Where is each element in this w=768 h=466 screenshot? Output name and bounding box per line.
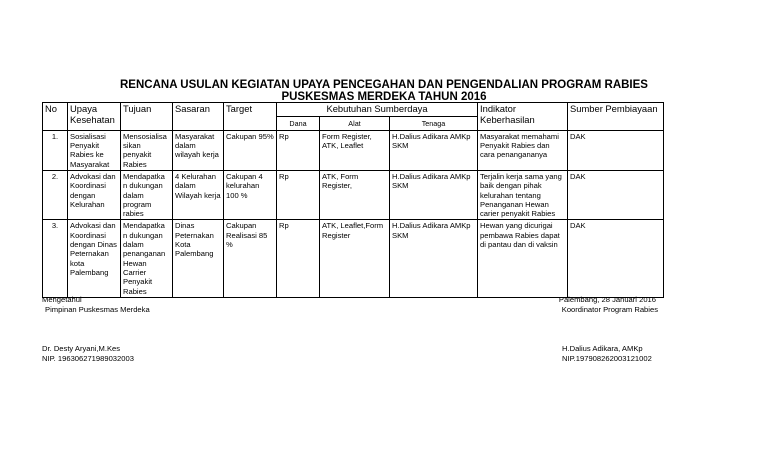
- document-title: RENCANA USULAN KEGIATAN UPAYA PENCEGAHAN DAN PENGENDALIAN PROGRAM RABIES: [120, 79, 648, 91]
- footer-right-nip: NIP.197908262003121002: [562, 354, 652, 363]
- cell-tenaga: H.Dalius Adikara AMKp SKM: [390, 170, 478, 219]
- cell-target: Cakupan Realisasi 85 %: [224, 220, 277, 298]
- cell-target: Cakupan 95%: [224, 130, 277, 170]
- cell-dana: Rp: [277, 130, 320, 170]
- cell-indikator: Terjalin kerja sama yang baik dengan pihak kelurahan tentang Penanganan Hewan carier penyakit Rabies: [478, 170, 568, 219]
- cell-sasaran: Dinas Peternakan Kota Palembang: [173, 220, 224, 298]
- footer-left-signatory-name: Dr. Desty Aryani,M.Kes: [42, 344, 121, 353]
- cell-tenaga: H.Dalius Adikara AMKp SKM: [390, 130, 478, 170]
- plan-table: [42, 102, 664, 298]
- cell-sumber: DAK: [568, 220, 664, 298]
- cell-tujuan: Mendapatka n dukungan dalam program rabies: [121, 170, 173, 219]
- header-no: No: [43, 103, 68, 131]
- header-kebutuhan: Kebutuhan Sumberdaya: [277, 103, 478, 117]
- cell-alat: Form Register, ATK, Leaflet: [320, 130, 390, 170]
- header-target: Target: [224, 103, 277, 131]
- cell-no: 3.: [43, 220, 68, 298]
- header-upaya: Upaya Kesehatan: [68, 103, 121, 131]
- footer-left-nip: NIP. 196306271989032003: [42, 354, 134, 363]
- header-indikator: Indikator Keberhasilan: [478, 103, 568, 131]
- header-tenaga: Tenaga: [390, 116, 478, 130]
- cell-target: Cakupan 4 kelurahan 100 %: [224, 170, 277, 219]
- header-sumber: Sumber Pembiayaan: [568, 103, 664, 131]
- header-tujuan: Tujuan: [121, 103, 173, 131]
- header-dana: Dana: [277, 116, 320, 130]
- cell-sumber: DAK: [568, 170, 664, 219]
- cell-sasaran: 4 Kelurahan dalam Wilayah kerja: [173, 170, 224, 219]
- cell-tujuan: Mendapatka n dukungan dalam penanganan Hewan Carrier Penyakit Rabies: [121, 220, 173, 298]
- table-row: [43, 170, 664, 219]
- footer-right-signatory-name: H.Dalius Adikara, AMKp: [562, 344, 643, 353]
- cell-upaya: Advokasi dan Koordinasi dengan Dinas Peternakan kota Palembang: [68, 220, 121, 298]
- cell-alat: ATK, Form Register,: [320, 170, 390, 219]
- cell-dana: Rp: [277, 170, 320, 219]
- cell-tenaga: H.Dalius Adikara AMKp SKM: [390, 220, 478, 298]
- header-row: [43, 103, 664, 117]
- footer-pimpinan: Pimpinan Puskesmas Merdeka: [45, 305, 150, 314]
- footer-mengetahui: Mengetahui: [42, 295, 82, 304]
- cell-no: 2.: [43, 170, 68, 219]
- cell-upaya: Sosialisasi Penyakit Rabies ke Masyarakat: [68, 130, 121, 170]
- cell-indikator: Hewan yang dicurigai pembawa Rabies dapat di pantau dan di vaksin: [478, 220, 568, 298]
- header-alat: Alat: [320, 116, 390, 130]
- table-row: [43, 220, 664, 298]
- table-row: [43, 130, 664, 170]
- document-subtitle: PUSKESMAS MERDEKA TAHUN 2016: [281, 91, 487, 103]
- cell-dana: Rp: [277, 220, 320, 298]
- cell-sumber: DAK: [568, 130, 664, 170]
- cell-alat: ATK, Leaflet,Form Register: [320, 220, 390, 298]
- cell-tujuan: Mensosialisa sikan penyakit Rabies: [121, 130, 173, 170]
- footer-koordinator: Koordinator Program Rabies: [561, 305, 658, 314]
- footer-date: Palembang, 28 Januari 2016: [558, 295, 656, 304]
- cell-upaya: Advokasi dan Koordinasi dengan Kelurahan: [68, 170, 121, 219]
- cell-no: 1.: [43, 130, 68, 170]
- cell-sasaran: Masyarakat dalam wilayah kerja: [173, 130, 224, 170]
- header-sasaran: Sasaran: [173, 103, 224, 131]
- cell-indikator: Masyarakat memahami Penyakit Rabies dan cara penangananya: [478, 130, 568, 170]
